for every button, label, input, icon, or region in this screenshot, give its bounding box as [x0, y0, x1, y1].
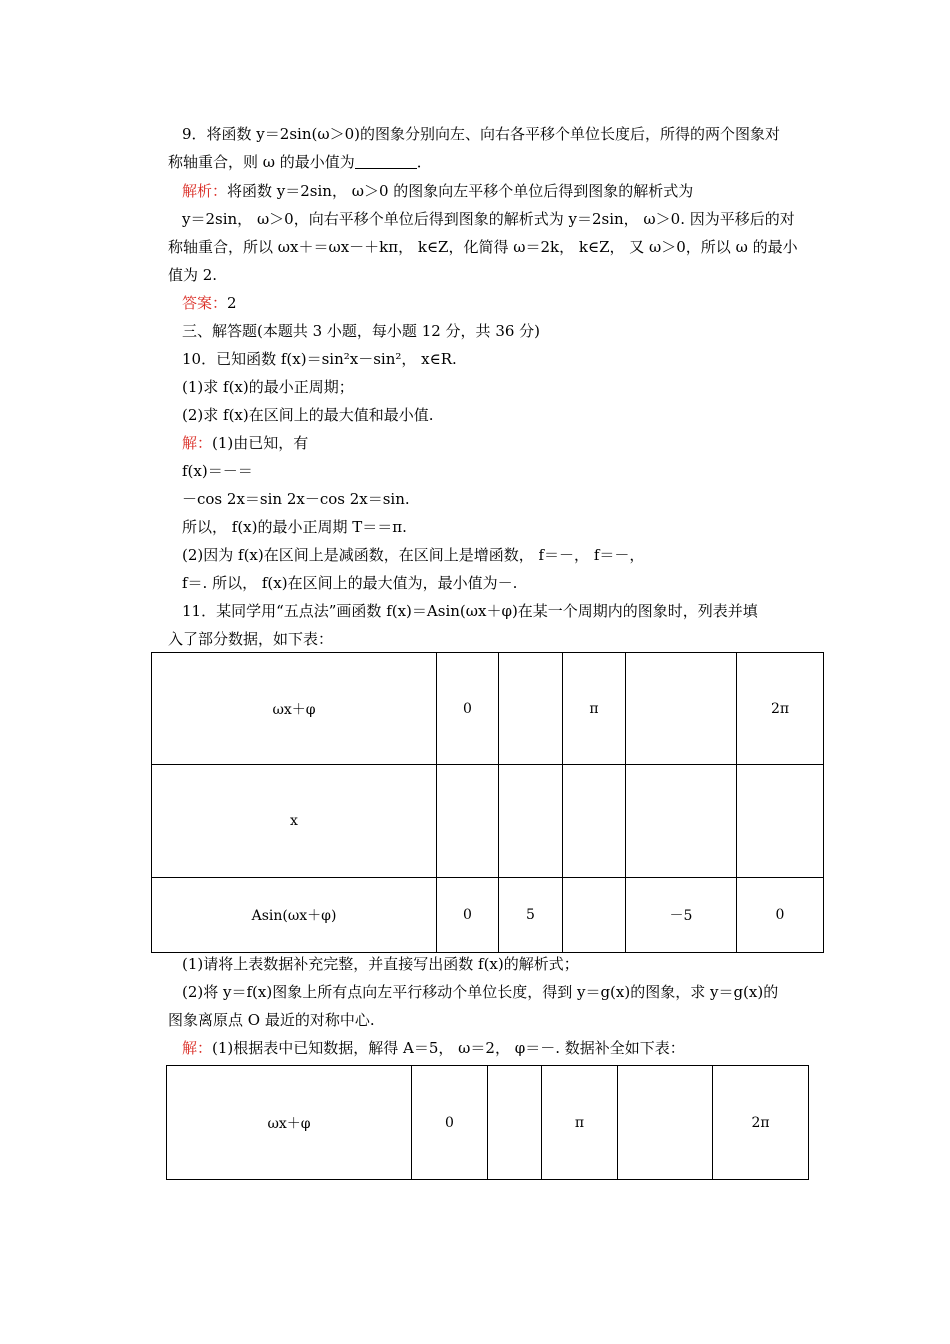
- table-cell: 2π: [713, 1066, 809, 1180]
- solution-label: 解：: [182, 1039, 213, 1057]
- table-cell: π: [563, 653, 626, 765]
- table-cell: [499, 765, 563, 878]
- q9-line2-text: 称轴重合，则 ω 的最小值为: [168, 153, 355, 171]
- table-cell: x: [152, 765, 437, 878]
- table-cell: [437, 765, 499, 878]
- table-cell: [737, 765, 824, 878]
- q10-line3: (2)求 f(x)在区间上的最大值和最小值.: [182, 406, 434, 424]
- q10-line2: (1)求 f(x)的最小正周期；: [182, 378, 354, 396]
- table-cell: ωx＋φ: [152, 653, 437, 765]
- section-header: 三、解答题(本题共 3 小题，每小题 12 分，共 36 分): [182, 322, 541, 340]
- table-cell: 0: [412, 1066, 488, 1180]
- q10-solution-line6: f＝. 所以， f(x)在区间上的最大值为，最小值为－.: [182, 574, 518, 592]
- q11-part2-line1: (2)将 y＝f(x)图象上所有点向左平行移动个单位长度，得到 y＝g(x)的图象，求 y＝g(x)的: [182, 983, 779, 1001]
- table-cell: 2π: [737, 653, 824, 765]
- q11-solution-line1: [182, 1038, 685, 1058]
- table-cell: 5: [499, 878, 563, 953]
- table-cell: 0: [737, 878, 824, 953]
- table-cell: Asin(ωx＋φ): [152, 878, 437, 953]
- table-row: [152, 653, 824, 765]
- table-cell: [618, 1066, 713, 1180]
- q9-line2-end: ．: [416, 153, 432, 171]
- analysis-label: 解析：: [182, 182, 228, 200]
- q10-solution-line1: [182, 433, 308, 453]
- q10-solution-line2: f(x)＝－＝: [182, 462, 253, 480]
- five-point-table: [151, 652, 824, 953]
- solution-text: (1)由已知，有: [212, 434, 309, 452]
- table-cell: 0: [437, 653, 499, 765]
- q9-answer: [182, 293, 237, 313]
- table-row: [152, 765, 824, 878]
- table-cell: [563, 765, 626, 878]
- q10-solution-line5: (2)因为 f(x)在区间上是减函数，在区间上是增函数， f＝－， f＝－，: [182, 546, 645, 564]
- table-cell: π: [542, 1066, 618, 1180]
- table-cell: [499, 653, 563, 765]
- table-cell: [626, 653, 737, 765]
- q11-line1: 11．某同学用“五点法”画函数 f(x)＝Asin(ωx＋φ)在某一个周期内的图象时，列表并填: [182, 602, 758, 620]
- answer-blank: [355, 154, 417, 169]
- q10-solution-line4: 所以， f(x)的最小正周期 T＝＝π.: [182, 518, 407, 536]
- q10-solution-line3: －cos 2x＝sin 2x－cos 2x＝sin.: [182, 490, 410, 508]
- table-cell: ωx＋φ: [167, 1066, 412, 1180]
- table-cell: －5: [626, 878, 737, 953]
- completed-table: [166, 1065, 809, 1180]
- q9-analysis-line3: 称轴重合，所以 ωx＋＝ωx－＋kπ， k∈Z，化简得 ω＝2k， k∈Z， 又 ω＞0，所以 ω 的最小: [168, 238, 798, 256]
- q9-analysis-line1: [182, 181, 693, 201]
- table-cell: [563, 878, 626, 953]
- answer-label: 答案：: [182, 294, 228, 312]
- table-cell: 0: [437, 878, 499, 953]
- q9-line2: [168, 152, 432, 172]
- solution-label: 解：: [182, 434, 213, 452]
- q11-line2: 入了部分数据，如下表：: [168, 630, 334, 648]
- analysis-text: 将函数 y＝2sin， ω＞0 的图象向左平移个单位后得到图象的解析式为: [227, 182, 694, 200]
- q9-analysis-line2: y＝2sin， ω＞0，向右平移个单位后得到图象的解析式为 y＝2sin， ω＞0. 因为平移后的对: [182, 210, 795, 228]
- table-row: [167, 1066, 809, 1180]
- answer-value: 2: [227, 294, 237, 312]
- q9-line1: 9．将函数 y＝2sin(ω＞0)的图象分别向左、向右各平移个单位长度后，所得的两个图象对: [182, 125, 780, 143]
- q11-part2-line2: 图象离原点 O 最近的对称中心.: [168, 1011, 375, 1029]
- solution-text: (1)根据表中已知数据，解得 A＝5， ω＝2， φ＝－. 数据补全如下表：: [212, 1039, 685, 1057]
- q10-line1: 10．已知函数 f(x)＝sin²x－sin²， x∈R.: [182, 350, 457, 368]
- q11-part1: (1)请将上表数据补充完整，并直接写出函数 f(x)的解析式；: [182, 955, 579, 973]
- table-row: [152, 878, 824, 953]
- table-cell: [626, 765, 737, 878]
- table-cell: [488, 1066, 542, 1180]
- q9-analysis-line4: 值为 2.: [168, 266, 218, 284]
